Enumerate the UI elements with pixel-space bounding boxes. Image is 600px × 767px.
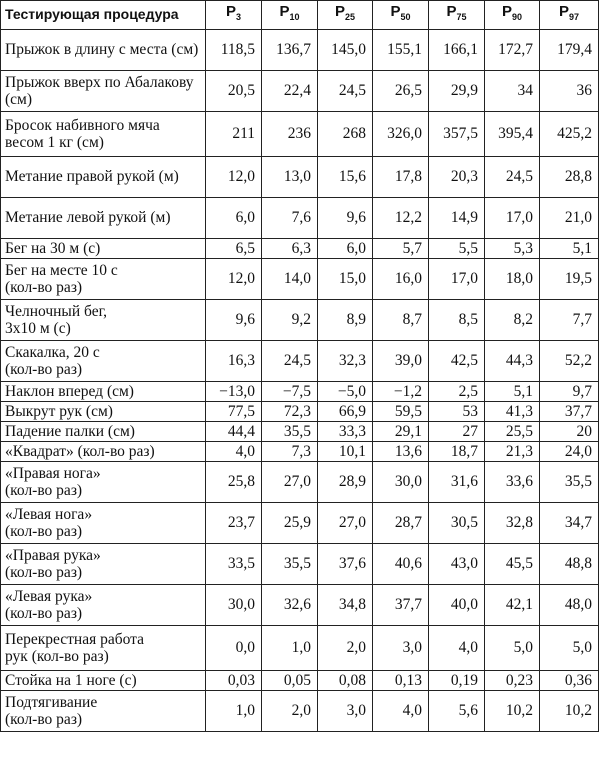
procedure-name-line: Прыжок вверх по Абалакову (см)	[5, 73, 194, 108]
value-cell: 52,2	[540, 341, 599, 382]
value-cell: 5,0	[485, 626, 540, 671]
value-cell: 48,0	[540, 585, 599, 626]
table-row	[1, 422, 599, 442]
value-cell: 6,0	[206, 198, 262, 239]
value-cell: 5,6	[429, 691, 485, 732]
value-cell: 15,6	[318, 157, 373, 198]
table-row	[1, 544, 599, 585]
value-cell: 41,3	[485, 402, 540, 422]
value-cell: 17,8	[373, 157, 429, 198]
value-cell: 136,7	[262, 30, 318, 71]
value-cell: 0,08	[318, 671, 373, 691]
value-cell: 28,7	[373, 503, 429, 544]
value-cell: 30,0	[206, 585, 262, 626]
value-cell: 66,9	[318, 402, 373, 422]
value-cell: 16,0	[373, 259, 429, 300]
value-cell: 357,5	[429, 112, 485, 157]
table-row	[1, 239, 599, 259]
value-cell: 18,0	[485, 259, 540, 300]
value-cell: 5,7	[373, 239, 429, 259]
value-cell: −7,5	[262, 382, 318, 402]
col-header-p90: $P_{90}$	[485, 1, 540, 30]
table-row	[1, 585, 599, 626]
value-cell: 6,5	[206, 239, 262, 259]
value-cell: 7,7	[540, 300, 599, 341]
procedure-name-cell	[1, 300, 206, 341]
value-cell: 45,5	[485, 544, 540, 585]
table-row	[1, 157, 599, 198]
procedure-name-line: Бег на месте 10 с	[5, 261, 118, 279]
value-cell: 2,5	[429, 382, 485, 402]
value-cell: 17,0	[485, 198, 540, 239]
value-cell: 32,3	[318, 341, 373, 382]
procedure-name-cell	[1, 585, 206, 626]
col-header-p75: $P_{75}$	[429, 1, 485, 30]
value-cell: 1,0	[262, 626, 318, 671]
value-cell: 27,0	[318, 503, 373, 544]
value-cell: 33,5	[206, 544, 262, 585]
value-cell: 39,0	[373, 341, 429, 382]
col-header-p25: $P_{25}$	[318, 1, 373, 30]
procedure-name-line: Выкрут рук (см)	[5, 402, 113, 420]
table-row	[1, 402, 599, 422]
value-cell: 24,5	[485, 157, 540, 198]
procedure-name-line: (кол-во раз)	[5, 605, 83, 622]
value-cell: 7,3	[262, 442, 318, 462]
value-cell: 4,0	[373, 691, 429, 732]
procedure-name-line: (кол-во раз)	[5, 564, 83, 581]
value-cell: 12,2	[373, 198, 429, 239]
value-cell: 12,0	[206, 259, 262, 300]
value-cell: 326,0	[373, 112, 429, 157]
value-cell: 27,0	[262, 462, 318, 503]
value-cell: 19,5	[540, 259, 599, 300]
value-cell: 37,7	[373, 585, 429, 626]
value-cell: 20,5	[206, 71, 262, 112]
value-cell: 4,0	[206, 442, 262, 462]
value-cell: 8,2	[485, 300, 540, 341]
value-cell: 37,7	[540, 402, 599, 422]
value-cell: 8,9	[318, 300, 373, 341]
value-cell: −5,0	[318, 382, 373, 402]
value-cell: 25,9	[262, 503, 318, 544]
table-row	[1, 198, 599, 239]
procedure-name-line: Падение палки (см)	[5, 422, 135, 440]
value-cell: 15,0	[318, 259, 373, 300]
table-row	[1, 71, 599, 112]
value-cell: 18,7	[429, 442, 485, 462]
value-cell: 5,1	[485, 382, 540, 402]
value-cell: 13,6	[373, 442, 429, 462]
procedure-name-line: (кол-во раз)	[5, 279, 83, 296]
value-cell: 5,0	[540, 626, 599, 671]
value-cell: 34,8	[318, 585, 373, 626]
value-cell: 0,13	[373, 671, 429, 691]
col-header-p97: $P_{97}$	[540, 1, 599, 30]
value-cell: 395,4	[485, 112, 540, 157]
procedure-name-cell	[1, 671, 206, 691]
value-cell: 24,5	[262, 341, 318, 382]
value-cell: 14,0	[262, 259, 318, 300]
value-cell: 5,1	[540, 239, 599, 259]
value-cell: 0,19	[429, 671, 485, 691]
procedure-name-cell	[1, 442, 206, 462]
table-row	[1, 382, 599, 402]
value-cell: 43,0	[429, 544, 485, 585]
procedure-name-line: «Правая нога»	[5, 464, 101, 482]
value-cell: 8,7	[373, 300, 429, 341]
table-row	[1, 30, 599, 71]
procedure-name-line: (кол-во раз)	[5, 711, 83, 728]
table-row	[1, 462, 599, 503]
table-row	[1, 503, 599, 544]
value-cell: 48,8	[540, 544, 599, 585]
value-cell: 17,0	[429, 259, 485, 300]
value-cell: 34	[485, 71, 540, 112]
value-cell: 35,5	[262, 544, 318, 585]
value-cell: 44,4	[206, 422, 262, 442]
procedure-name-cell	[1, 691, 206, 732]
value-cell: 9,6	[318, 198, 373, 239]
value-cell: 166,1	[429, 30, 485, 71]
value-cell: 34,7	[540, 503, 599, 544]
value-cell: 6,0	[318, 239, 373, 259]
value-cell: 155,1	[373, 30, 429, 71]
value-cell: −1,2	[373, 382, 429, 402]
value-cell: 268	[318, 112, 373, 157]
procedure-header: Тестирующая процедура	[1, 1, 206, 30]
value-cell: 0,36	[540, 671, 599, 691]
procedure-name-cell	[1, 198, 206, 239]
value-cell: 28,8	[540, 157, 599, 198]
value-cell: 145,0	[318, 30, 373, 71]
value-cell: 3,0	[318, 691, 373, 732]
procedure-name-line: Перекрестная работа	[5, 630, 144, 648]
procedure-name-line: Наклон вперед (см)	[5, 382, 134, 400]
value-cell: 7,6	[262, 198, 318, 239]
col-header-p10: $P_{10}$	[262, 1, 318, 30]
value-cell: 0,03	[206, 671, 262, 691]
value-cell: 0,0	[206, 626, 262, 671]
value-cell: 26,5	[373, 71, 429, 112]
value-cell: 16,3	[206, 341, 262, 382]
procedure-name-cell	[1, 239, 206, 259]
procedure-name-line: (кол-во раз)	[5, 523, 83, 540]
value-cell: 10,2	[485, 691, 540, 732]
value-cell: 36	[540, 71, 599, 112]
value-cell: 22,4	[262, 71, 318, 112]
value-cell: 28,9	[318, 462, 373, 503]
value-cell: 33,6	[485, 462, 540, 503]
table-row	[1, 626, 599, 671]
value-cell: 24,0	[540, 442, 599, 462]
value-cell: 172,7	[485, 30, 540, 71]
procedure-name-cell	[1, 341, 206, 382]
value-cell: 3,0	[373, 626, 429, 671]
value-cell: 29,9	[429, 71, 485, 112]
value-cell: 44,3	[485, 341, 540, 382]
value-cell: 0,23	[485, 671, 540, 691]
col-header-p3: $P_3$	[206, 1, 262, 30]
value-cell: 9,7	[540, 382, 599, 402]
table-row	[1, 259, 599, 300]
value-cell: 118,5	[206, 30, 262, 71]
procedure-name-cell	[1, 626, 206, 671]
value-cell: 10,1	[318, 442, 373, 462]
value-cell: 40,0	[429, 585, 485, 626]
procedure-name-cell	[1, 259, 206, 300]
value-cell: 24,5	[318, 71, 373, 112]
value-cell: 236	[262, 112, 318, 157]
procedure-name-line: рук (кол-во раз)	[5, 648, 109, 665]
value-cell: 30,5	[429, 503, 485, 544]
value-cell: 27	[429, 422, 485, 442]
value-cell: 14,9	[429, 198, 485, 239]
procedure-name-line: Челночный бег,	[5, 302, 108, 320]
value-cell: 5,5	[429, 239, 485, 259]
value-cell: 53	[429, 402, 485, 422]
value-cell: 2,0	[318, 626, 373, 671]
procedure-name-line: Бросок набивного мяча весом 1 кг (см)	[5, 116, 160, 151]
procedure-name-line: (кол-во раз)	[5, 482, 83, 499]
table-row	[1, 341, 599, 382]
procedure-name-cell	[1, 382, 206, 402]
value-cell: 10,2	[540, 691, 599, 732]
value-cell: 29,1	[373, 422, 429, 442]
value-cell: 5,3	[485, 239, 540, 259]
col-header-p50: $P_{50}$	[373, 1, 429, 30]
value-cell: 6,3	[262, 239, 318, 259]
value-cell: 21,0	[540, 198, 599, 239]
value-cell: 31,6	[429, 462, 485, 503]
procedure-name-cell	[1, 71, 206, 112]
value-cell: 8,5	[429, 300, 485, 341]
value-cell: 1,0	[206, 691, 262, 732]
value-cell: 13,0	[262, 157, 318, 198]
procedure-name-line: «Левая нога»	[5, 505, 93, 523]
procedure-name-cell	[1, 112, 206, 157]
procedure-name-line: «Квадрат» (кол-во раз)	[5, 442, 155, 460]
value-cell: 9,6	[206, 300, 262, 341]
value-cell: 2,0	[262, 691, 318, 732]
procedure-name-line: Прыжок в длину с места (см)	[5, 41, 199, 59]
value-cell: 37,6	[318, 544, 373, 585]
value-cell: 42,1	[485, 585, 540, 626]
value-cell: 21,3	[485, 442, 540, 462]
procedure-name-line: Метание левой рукой (м)	[5, 209, 171, 227]
procedure-name-line: 3x10 м (с)	[5, 320, 71, 337]
value-cell: 20	[540, 422, 599, 442]
value-cell: 25,5	[485, 422, 540, 442]
procedure-name-line: Скакалка, 20 с	[5, 343, 100, 361]
procedure-name-cell	[1, 157, 206, 198]
procedure-name-cell	[1, 462, 206, 503]
procedure-name-line: (кол-во раз)	[5, 361, 83, 378]
procedure-name-cell	[1, 422, 206, 442]
procedure-name-cell	[1, 402, 206, 422]
value-cell: 72,3	[262, 402, 318, 422]
value-cell: −13,0	[206, 382, 262, 402]
procedure-name-line: «Левая рука»	[5, 587, 93, 605]
value-cell: 32,6	[262, 585, 318, 626]
procedure-name-line: Стойка на 1 ноге (с)	[5, 671, 137, 689]
value-cell: 32,8	[485, 503, 540, 544]
procedure-name-line: Подтягивание	[5, 693, 98, 711]
value-cell: 4,0	[429, 626, 485, 671]
value-cell: 0,05	[262, 671, 318, 691]
value-cell: 40,6	[373, 544, 429, 585]
value-cell: 9,2	[262, 300, 318, 341]
value-cell: 35,5	[540, 462, 599, 503]
table-row	[1, 112, 599, 157]
value-cell: 211	[206, 112, 262, 157]
value-cell: 30,0	[373, 462, 429, 503]
value-cell: 59,5	[373, 402, 429, 422]
procedure-name-line: Метание правой рукой (м)	[5, 168, 179, 186]
procedure-name-line: «Правая рука»	[5, 546, 101, 564]
table-row	[1, 671, 599, 691]
value-cell: 23,7	[206, 503, 262, 544]
value-cell: 42,5	[429, 341, 485, 382]
header-row	[1, 1, 599, 30]
value-cell: 25,8	[206, 462, 262, 503]
value-cell: 12,0	[206, 157, 262, 198]
table-row	[1, 691, 599, 732]
value-cell: 33,3	[318, 422, 373, 442]
procedure-name-cell	[1, 503, 206, 544]
procedure-name-cell	[1, 544, 206, 585]
value-cell: 35,5	[262, 422, 318, 442]
value-cell: 20,3	[429, 157, 485, 198]
table-row	[1, 300, 599, 341]
value-cell: 77,5	[206, 402, 262, 422]
table-row	[1, 442, 599, 462]
value-cell: 425,2	[540, 112, 599, 157]
procedure-name-cell	[1, 30, 206, 71]
table-body	[1, 30, 599, 732]
procedure-name-line: Бег на 30 м (с)	[5, 239, 101, 257]
value-cell: 179,4	[540, 30, 599, 71]
